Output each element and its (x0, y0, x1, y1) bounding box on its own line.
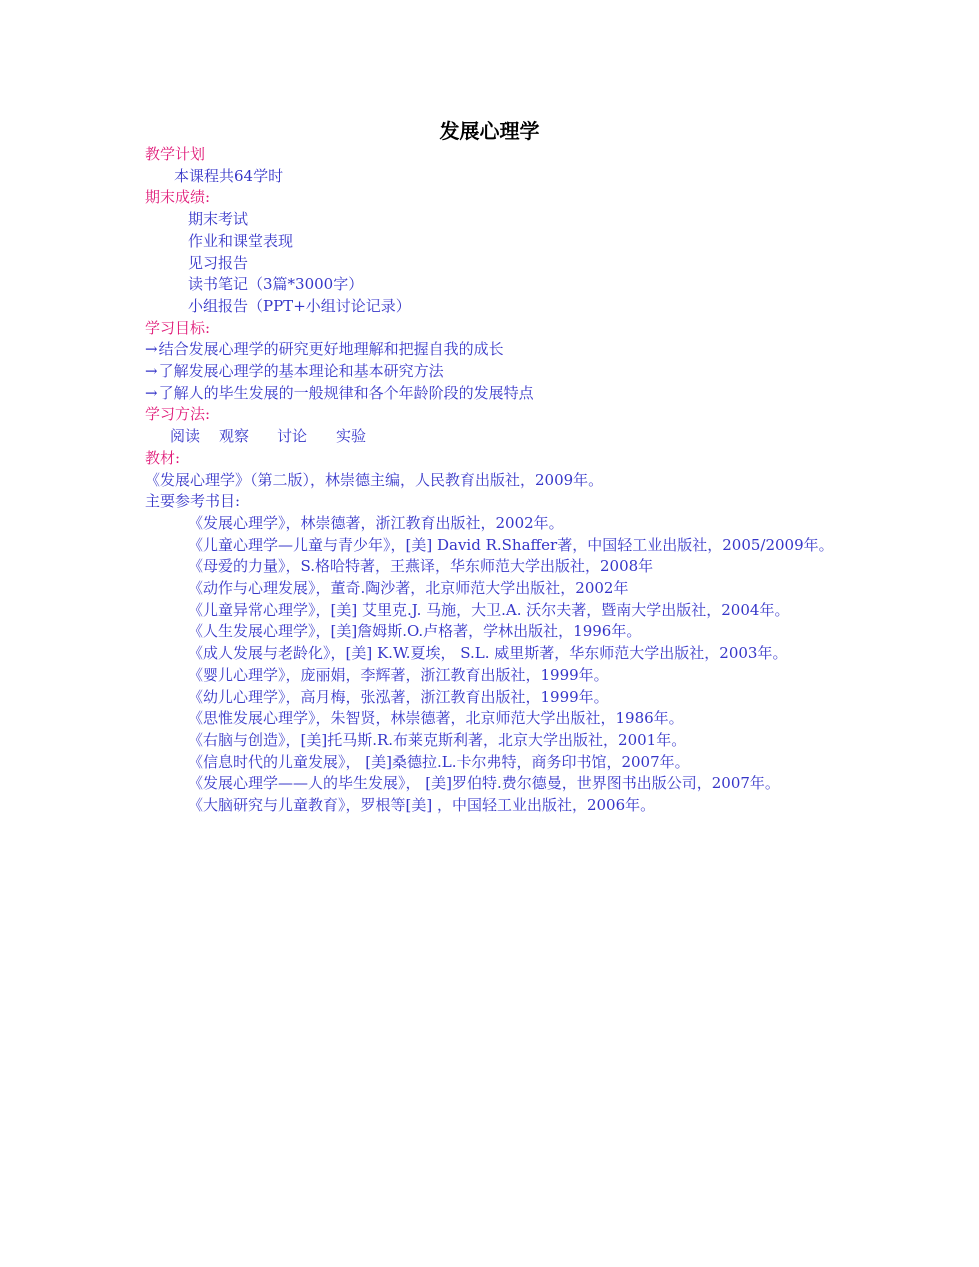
arrow-icon: → (145, 362, 158, 381)
goals-heading: 学习目标: (145, 318, 211, 337)
reference-item: 《母爱的力量》，S.格哈特著，王燕译，华东师范大学出版社，2008年 (188, 557, 654, 576)
reference-item: 《幼儿心理学》，高月梅，张泓著，浙江教育出版社，1999年。 (188, 687, 609, 706)
textbook-entry: 《发展心理学》（第二版），林崇德主编，人民教育出版社，2009年。 (145, 470, 604, 489)
grade-item: 作业和课堂表现 (188, 231, 294, 250)
arrow-icon: → (145, 340, 158, 359)
references-heading: 主要参考书目: (145, 492, 241, 511)
methods-heading: 学习方法: (145, 405, 211, 424)
method-item: 观察 (219, 427, 250, 446)
plan-heading: 教学计划 (145, 145, 206, 163)
page-title: 发展心理学 (439, 119, 540, 143)
document-body (145, 144, 845, 817)
reference-item: 《婴儿心理学》，庞丽娟，李辉著，浙江教育出版社，1999年。 (188, 665, 609, 684)
textbook-heading: 教材: (145, 448, 181, 467)
reference-item: 《发展心理学——人的毕生发展》， [美]罗伯特.费尔德曼，世界图书出版公司，2007年。 (188, 774, 780, 793)
reference-item: 《动作与心理发展》，董奇.陶沙著，北京师范大学出版社，2002年 (188, 579, 629, 598)
grades-heading: 期末成绩: (145, 188, 211, 207)
goal-item (145, 361, 845, 383)
method-item: 讨论 (277, 427, 308, 446)
methods-list (145, 426, 845, 448)
goal-item (145, 339, 845, 361)
goal-text: 结合发展心理学的研究更好地理解和把握自我的成长 (158, 340, 504, 359)
reference-item: 《儿童异常心理学》，[美] 艾里克.J. 马施，大卫.A. 沃尔夫著，暨南大学出版社，2004年。 (188, 600, 790, 619)
reference-item: 《发展心理学》，林崇德著，浙江教育出版社，2002年。 (188, 513, 564, 532)
grade-item: 见习报告 (188, 253, 249, 272)
goal-text: 了解发展心理学的基本理论和基本研究方法 (158, 362, 444, 381)
grade-item: 小组报告（PPT+小组讨论记录） (188, 296, 411, 315)
reference-item: 《人生发展心理学》，[美]詹姆斯.O.卢格著，学林出版社，1996年。 (188, 622, 642, 641)
reference-item: 《儿童心理学—儿童与青少年》，[美] David R.Shaffer著，中国轻工业出版社，2005/2009年。 (188, 535, 834, 554)
reference-item: 《思惟发展心理学》，朱智贤，林崇德著，北京师范大学出版社，1986年。 (188, 709, 684, 728)
grade-item: 读书笔记（3篇*3000字） (188, 275, 364, 294)
reference-item: 《大脑研究与儿童教育》，罗根等[美] ，中国轻工业出版社，2006年。 (188, 796, 656, 815)
method-item: 阅读 (170, 427, 201, 446)
goal-item (145, 383, 845, 405)
reference-item: 《成人发展与老龄化》，[美] K.W.夏埃， S.L. 威里斯著，华东师范大学出版社，2003年。 (188, 644, 788, 663)
grade-item: 期末考试 (188, 210, 249, 229)
course-hours: 本课程共64学时 (174, 166, 284, 185)
reference-item: 《右脑与创造》，[美]托马斯.R.布莱克斯利著，北京大学出版社，2001年。 (188, 730, 687, 749)
method-item: 实验 (336, 427, 367, 446)
reference-item: 《信息时代的儿童发展》， [美]桑德拉.L.卡尔弗特，商务印书馆，2007年。 (188, 752, 690, 771)
arrow-icon: → (145, 383, 158, 402)
goal-text: 了解人的毕生发展的一般规律和各个年龄阶段的发展特点 (158, 383, 534, 402)
